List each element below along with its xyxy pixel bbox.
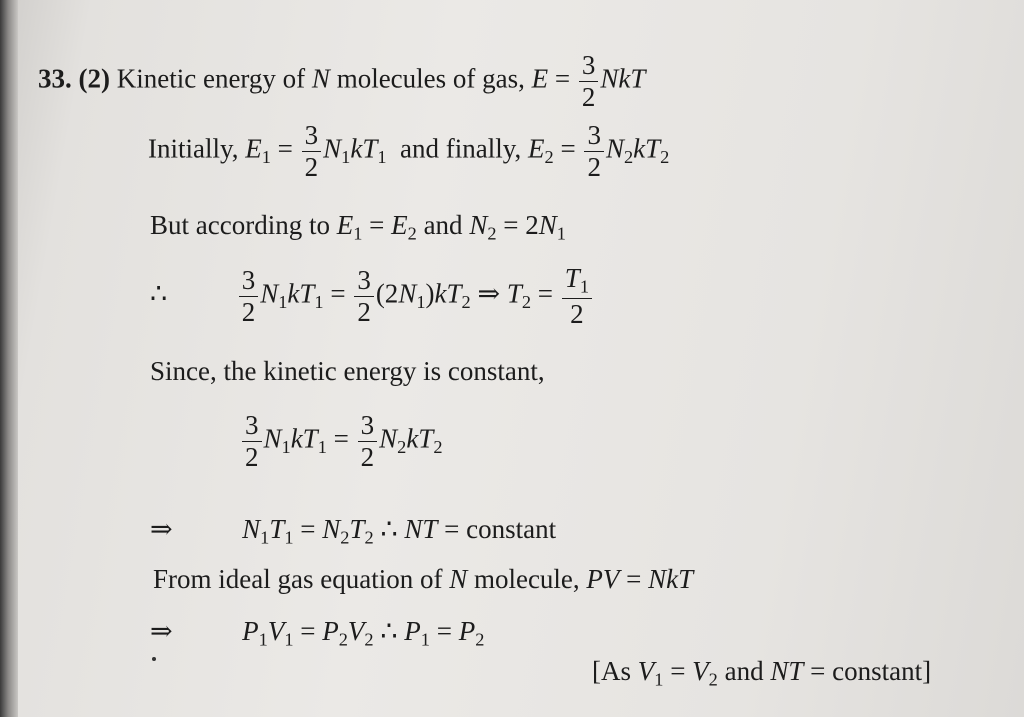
intro-variable: N (311, 63, 330, 94)
implies-symbol: ⇒ (150, 616, 173, 646)
since-line (150, 358, 545, 385)
fraction-three-halves: $\frac{3}{2}$ (239, 267, 259, 326)
implies-symbol: ⇒ (150, 514, 173, 544)
constant-label: = constant (444, 514, 557, 544)
and-label: and (423, 210, 463, 240)
and-finally-label: and finally, (400, 133, 522, 164)
fraction-three-halves: $\frac{3}{2}$ (242, 412, 262, 471)
intro-rest: molecules of gas, (336, 63, 525, 94)
therefore-symbol: ∴ (150, 278, 168, 309)
intro-text: Kinetic energy of (116, 63, 306, 94)
answer-option: (2) (78, 63, 110, 94)
initial-final-energy-line: Initially, $E_1$ = $\frac{3}{2}$ $N_1kT_1$ and finally, $E_2$ = $\frac{3}{2}$ $N_2kT_2$ (148, 120, 670, 182)
fraction-t1-over-2: $\frac{T_1}{2}$ (562, 265, 592, 328)
fraction-three-halves: $\frac{3}{2}$ (584, 122, 604, 181)
therefore-temperature-line: ∴ $\frac{3}{2}$ $N_1kT_1$ = $\frac{3}{2}$ $(2N_1)kT_2$ ⇒ $T_2$ = $\frac{T_1}{2}$ (150, 265, 594, 328)
note-and: and (724, 656, 764, 686)
fraction-three-halves: $\frac{3}{2}$ (302, 122, 322, 181)
note-open: [As (592, 656, 631, 686)
fraction-three-halves: $\frac{3}{2}$ (358, 412, 378, 471)
fraction-three-halves: $\frac{3}{2}$ (579, 52, 599, 111)
nt-constant-line: ⇒ $N_1T_1 = N_2T_2$ ∴ NT = constant (150, 514, 557, 548)
pressure-line: ⇒ $P_1V_1 = P_2V_2$ ∴ $P_1 = P_2$ (150, 616, 485, 650)
condition-note: [As $V_1 = V_2$ and NT = constant] (592, 656, 932, 690)
implies-symbol: ⇒ (477, 278, 501, 309)
since-text: Since, the kinetic energy is constant, (150, 356, 545, 386)
ideal-gas-line: From ideal gas equation of N molecule, PV = NkT (153, 564, 694, 594)
solution-header: 33. (2) Kinetic energy of N molecules of gas, E = $\frac{3}{2}$ NkT (38, 50, 646, 112)
stray-dot (152, 657, 156, 661)
book-spine-shadow (0, 0, 18, 717)
equal-energy-line: $\frac{3}{2}$ $N_1kT_1$ = $\frac{3}{2}$ $N_2kT_2$ (240, 412, 443, 471)
ideal-gas-text: From ideal gas equation of (153, 564, 443, 594)
note-close: = constant] (810, 656, 932, 686)
ideal-gas-rest: molecule, (473, 564, 580, 594)
according-line: But according to $E_1 = E_2$ and $N_2 = 2N_1$ (150, 210, 566, 244)
fraction-three-halves: $\frac{3}{2}$ (354, 267, 374, 326)
therefore-symbol: ∴ (380, 616, 398, 646)
initially-label: Initially, (148, 133, 239, 164)
question-number: 33. (38, 63, 72, 94)
but-according-label: But according to (150, 210, 330, 240)
therefore-symbol: ∴ (380, 514, 398, 544)
